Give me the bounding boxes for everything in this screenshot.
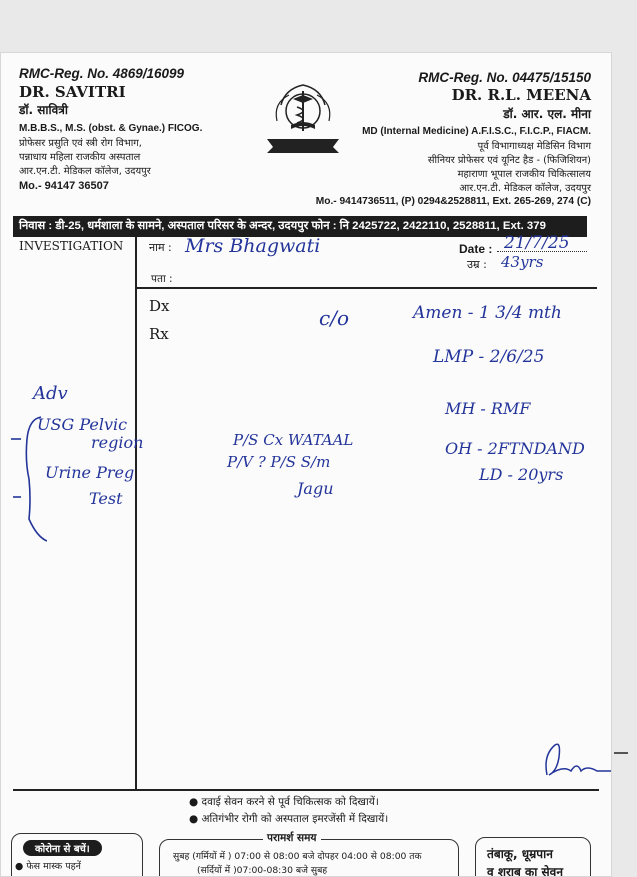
advice-note-1: USG Pelvic: [37, 415, 128, 434]
left-doctor-mobile: Mo.- 94147 36507: [19, 180, 109, 192]
body-bottom-rule: [13, 789, 599, 791]
tobacco-line-2: व शराब का सेवन: [487, 865, 564, 877]
right-doctor-college: आर.एन.टी. मेडिकल कॉलेज, उदयपुर: [459, 183, 591, 194]
consultation-title: परामर्श समय: [263, 831, 321, 845]
exam-note-2: P/V ? P/S S/m: [227, 453, 331, 471]
left-doctor-name-hindi: डॉ. सावित्री: [19, 103, 68, 117]
footer-note-2: ● अतिगंभीर रोगी को अस्पताल इमरजेंसी में दिखायें।: [189, 813, 389, 825]
right-doctor-designation: पूर्व विभागाध्यक्ष मेडिसिन विभाग: [477, 141, 591, 152]
corona-item: ● फेस मास्क पहनें: [15, 861, 81, 872]
corona-title: कोरोना से बचें।: [23, 840, 102, 856]
right-doctor-degree: MD (Internal Medicine) A.F.I.S.C., F.I.C.P., FIACM.: [362, 126, 591, 137]
investigation-divider: [135, 237, 137, 789]
residence-address-bar: निवास : डी-25, धर्मशाला के सामने, अस्पताल परिसर के अन्दर, उदयपुर फोन : नि 2425722, 2422110, 2528811, Ext. 379: [13, 216, 587, 237]
history-note-5: LD - 20yrs: [479, 465, 564, 484]
footer-note-1: ● दवाई सेवन करने से पूर्व चिकित्सक को दिखायें।: [189, 796, 379, 808]
history-note-4: OH - 2FTNDAND: [445, 439, 585, 458]
left-doctor-designation: प्रोफेसर प्रसुति एवं स्त्री रोग विभाग,: [19, 138, 142, 149]
exam-note-1: P/S Cx WATAAL: [233, 431, 354, 449]
right-doctor-hospital: महाराणा भूपाल राजकीय चिकित्सालय: [457, 169, 591, 180]
name-label: नाम :: [149, 241, 172, 254]
consultation-line-2: (सर्दियों में )07:00-08:30 बजे सुबह: [197, 865, 328, 876]
corona-item-text: फेस मास्क पहनें: [26, 861, 81, 872]
complaint-note: c/o: [319, 306, 349, 330]
history-note-3: MH - RMF: [445, 399, 531, 418]
history-note-2: LMP - 2/6/25: [433, 347, 545, 367]
age-value: 43yrs: [501, 253, 544, 271]
right-doctor-name-hindi: डॉ. आर. एल. मीना: [503, 107, 591, 121]
advice-note-3: Urine Preg: [45, 463, 135, 482]
investigation-label: INVESTIGATION: [19, 239, 124, 253]
age-label: उम्र :: [467, 258, 487, 271]
left-doctor-degree: M.B.B.S., M.S. (obst. & Gynae.) FICOG.: [19, 123, 203, 134]
date-label: Date :: [459, 242, 493, 256]
left-doctor-name: DR. SAVITRI: [19, 83, 126, 101]
medical-logo: [263, 81, 343, 159]
advice-note-2: region: [91, 433, 144, 452]
exam-note-3: Jagu: [297, 479, 334, 498]
address-label: पता :: [151, 273, 173, 285]
right-doctor-mobile: Mo.- 9414736511, (P) 0294&2528811, Ext. 265-269, 274 (C): [315, 196, 591, 207]
footer-note-1-text: दवाई सेवन करने से पूर्व चिकित्सक को दिखायें।: [201, 796, 379, 808]
advice-heading: Adv: [33, 383, 68, 404]
left-doctor-hospital: पन्नाधाय महिला राजकीय अस्पताल: [19, 152, 141, 163]
footer-note-2-text: अतिगंभीर रोगी को अस्पताल इमरजेंसी में दिखायें।: [201, 813, 389, 825]
right-doctor-name: DR. R.L. MEENA: [451, 86, 591, 104]
rx-symbol: Rx: [149, 325, 169, 343]
caduceus-emblem-icon: [263, 81, 343, 159]
tobacco-line-1: तंबाकू, धूम्रपान: [487, 847, 553, 861]
left-doctor-reg: RMC-Reg. No. 4869/16099: [19, 66, 185, 81]
doctor-signature: [537, 735, 612, 785]
right-doctor-reg: RMC-Reg. No. 04475/15150: [418, 70, 591, 85]
patient-name: Mrs Bhagwati: [185, 235, 321, 257]
advice-note-4: Test: [89, 489, 123, 508]
margin-mark: [614, 752, 628, 754]
dx-symbol: Dx: [149, 297, 170, 315]
right-doctor-role: सीनियर प्रोफेसर एवं यूनिट हैड - (फिजिशियन): [427, 155, 591, 166]
date-value: 21/7/25: [504, 233, 570, 253]
consultation-line-1: सुबह (गर्मियों में ) 07:00 से 08:00 बजे दोपहर 04:00 से 08:00 तक: [173, 851, 422, 862]
prescription-sheet: [0, 52, 612, 877]
patient-info-rule: [135, 287, 597, 289]
advice-bracket: [7, 409, 47, 549]
history-note-1: Amen - 1 3/4 mth: [413, 303, 562, 323]
left-doctor-college: आर.एन.टी. मेडिकल कॉलेज, उदयपुर: [19, 166, 151, 177]
